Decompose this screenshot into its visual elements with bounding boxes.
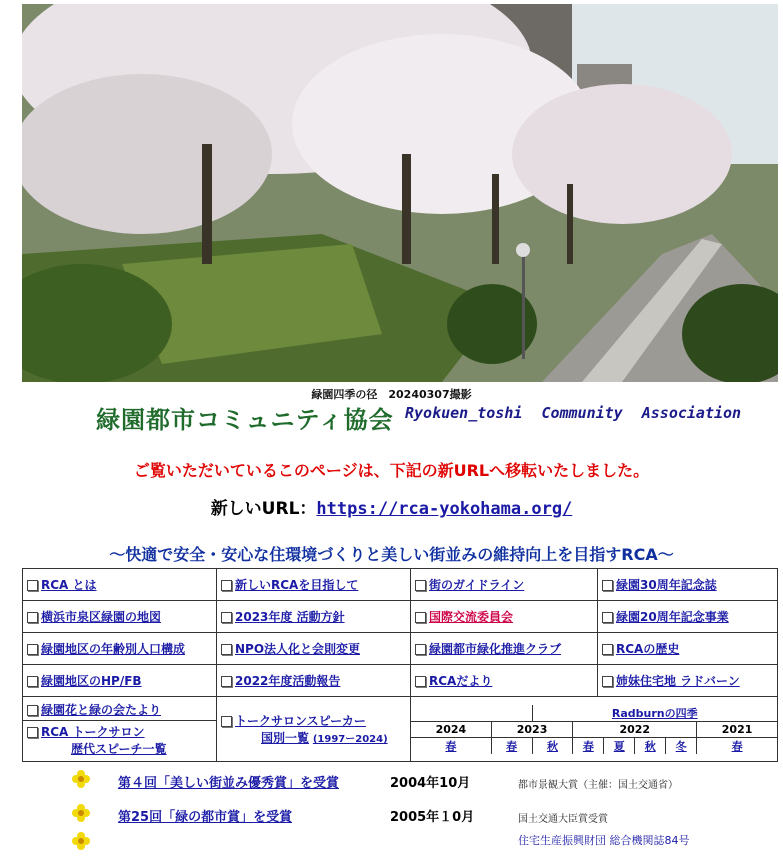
menu-link-30th[interactable]: 緑園30周年記念誌 [616, 578, 717, 592]
menu-row [23, 569, 778, 601]
season-link-2022-winter[interactable]: 冬 [675, 739, 687, 753]
season-link-2023-autumn[interactable]: 秋 [546, 739, 558, 753]
award-item [70, 770, 770, 794]
menu-cell [598, 569, 778, 601]
title-en-word-2: Community [541, 404, 623, 422]
menu-cell [217, 601, 411, 633]
award-date: 2005年１0月 [390, 810, 475, 825]
year-2024: 2024 [411, 721, 491, 737]
checkbox-icon [415, 580, 426, 591]
speaker-years[interactable]: (1997ー2024) [312, 734, 388, 745]
award-name[interactable]: 第25回「緑の都市賞」を受賞 [118, 810, 293, 825]
checkbox-icon [221, 612, 232, 623]
seasons-cell [411, 697, 778, 762]
speakers-by-country-line [261, 731, 388, 745]
season-link-2022-autumn[interactable]: 秋 [644, 739, 656, 753]
menu-cell [598, 665, 778, 697]
season-cell [491, 737, 532, 754]
menu-cell [23, 665, 217, 697]
menu-link-radburn[interactable]: 姉妹住宅地 ラドバーン [616, 674, 740, 688]
season-link-2023-spring[interactable]: 春 [506, 739, 518, 753]
photo-caption: 緑園四季の径 20240307撮影 [311, 388, 472, 401]
flower-icon [72, 770, 90, 788]
menu-cell [23, 569, 217, 601]
award-date: 2004年10月 [390, 776, 471, 791]
new-url-link[interactable]: https://rca-yokohama.org/ [316, 499, 573, 519]
year-2022: 2022 [573, 721, 697, 737]
season-title-row [411, 705, 777, 722]
menu-cell [217, 697, 411, 762]
title-en-word-1: Ryokuen_toshi [405, 404, 523, 422]
menu-link-map[interactable]: 横浜市泉区緑園の地図 [41, 610, 162, 624]
menu-cell [23, 697, 217, 762]
menu-table [22, 568, 778, 762]
award-item [70, 804, 770, 828]
new-url-line [0, 494, 783, 519]
greenery-cell [23, 700, 216, 721]
menu-link-speeches[interactable]: 歴代スピーチ一覧 [71, 741, 167, 756]
season-year-row [411, 721, 777, 737]
menu-link-by-country[interactable]: 国別一覧 [261, 731, 310, 745]
season-cell [411, 737, 491, 754]
checkbox-icon [27, 705, 38, 716]
menu-cell [411, 633, 598, 665]
menu-link-guideline[interactable]: 街のガイドライン [429, 578, 525, 592]
menu-link-history[interactable]: RCAの歴史 [616, 642, 680, 656]
menu-link-new-rca[interactable]: 新しいRCAを目指して [235, 578, 359, 592]
menu-link-hp-fb[interactable]: 緑園地区のHP/FB [41, 674, 142, 688]
radburn-seasons-table [411, 705, 777, 754]
menu-link-population[interactable]: 緑園地区の年齢別人口構成 [41, 642, 186, 656]
menu-link-greening[interactable]: 緑園都市緑化推進クラブ [429, 642, 562, 656]
season-blank [411, 705, 532, 722]
menu-link-talk-salon[interactable]: RCA トークサロン [41, 724, 145, 739]
menu-cell [23, 601, 217, 633]
checkbox-icon [602, 644, 613, 655]
menu-cell [217, 633, 411, 665]
checkbox-icon [602, 676, 613, 687]
season-cell [635, 737, 666, 754]
menu-link-rca-about[interactable]: RCA とは [41, 578, 97, 592]
menu-cell [23, 633, 217, 665]
menu-link-intl[interactable]: 国際交流委員会 [429, 610, 514, 624]
site-title: 緑園都市コミュニティ協会 [96, 406, 394, 434]
menu-cell [411, 665, 598, 697]
checkbox-icon [221, 716, 232, 727]
award-item [70, 832, 770, 856]
menu-row [23, 601, 778, 633]
checkbox-icon [415, 676, 426, 687]
menu-cell [411, 601, 598, 633]
season-cell [604, 737, 635, 754]
season-cell [666, 737, 697, 754]
season-link-2022-summer[interactable]: 夏 [613, 739, 625, 753]
checkbox-icon [221, 644, 232, 655]
checkbox-icon [27, 676, 38, 687]
talk-salon-cell [23, 721, 216, 759]
title-en-word-3: Association [641, 404, 742, 422]
menu-link-20th[interactable]: 緑園20周年記念事業 [616, 610, 729, 624]
menu-link-2023-policy[interactable]: 2023年度 活動方針 [235, 610, 345, 624]
year-2023: 2023 [491, 721, 573, 737]
checkbox-icon [602, 580, 613, 591]
header-photo [22, 4, 778, 382]
checkbox-icon [27, 644, 38, 655]
checkbox-icon [221, 580, 232, 591]
year-2021: 2021 [697, 721, 777, 737]
season-cell [697, 737, 777, 754]
menu-link-2022-report[interactable]: 2022年度活動報告 [235, 674, 341, 688]
season-label-row [411, 737, 777, 754]
flower-icon [72, 832, 90, 850]
site-title-english [405, 404, 751, 422]
award-org: 国土交通大臣賞受賞 [518, 814, 608, 825]
menu-link-greenery[interactable]: 緑園花と緑の会たより [41, 702, 162, 717]
menu-link-speakers[interactable]: トークサロンスピーカー [235, 714, 366, 728]
checkbox-icon [221, 676, 232, 687]
menu-row [23, 697, 778, 762]
menu-cell [217, 665, 411, 697]
moved-notice: ご覧いただいているこのページは、下記の新URLへ移転いたしました。 [133, 461, 650, 480]
menu-row [23, 665, 778, 697]
season-cell [573, 737, 604, 754]
season-cell [532, 737, 573, 754]
season-link-2024-spring[interactable]: 春 [445, 739, 457, 753]
menu-cell [598, 601, 778, 633]
checkbox-icon [415, 644, 426, 655]
menu-link-npo[interactable]: NPO法人化と会則変更 [235, 642, 361, 656]
menu-cell [217, 569, 411, 601]
season-link-2021-spring[interactable]: 春 [731, 739, 743, 753]
new-url-label: 新しいURL： [210, 499, 317, 519]
menu-row [23, 633, 778, 665]
award-org[interactable]: 住宅生産振興財団 総合機関誌84号 [518, 834, 690, 847]
checkbox-icon [602, 612, 613, 623]
checkbox-icon [27, 612, 38, 623]
menu-cell [598, 633, 778, 665]
radburn-seasons-link[interactable]: Radburnの四季 [611, 706, 698, 720]
checkbox-icon [27, 727, 38, 738]
flower-icon [72, 804, 90, 822]
season-title-cell [532, 705, 777, 722]
checkbox-icon [415, 612, 426, 623]
checkbox-icon [27, 580, 38, 591]
menu-cell [411, 569, 598, 601]
award-name[interactable]: 第４回「美しい街並み優秀賞」を受賞 [118, 776, 340, 791]
award-org: 都市景観大賞（主催：国土交通省） [518, 780, 678, 791]
menu-link-rca-news[interactable]: RCAだより [429, 674, 493, 688]
tagline: ～快適で安全・安心な住環境づくりと美しい街並みの維持向上を目指すRCA～ [109, 545, 674, 564]
season-link-2022-spring[interactable]: 春 [582, 739, 594, 753]
